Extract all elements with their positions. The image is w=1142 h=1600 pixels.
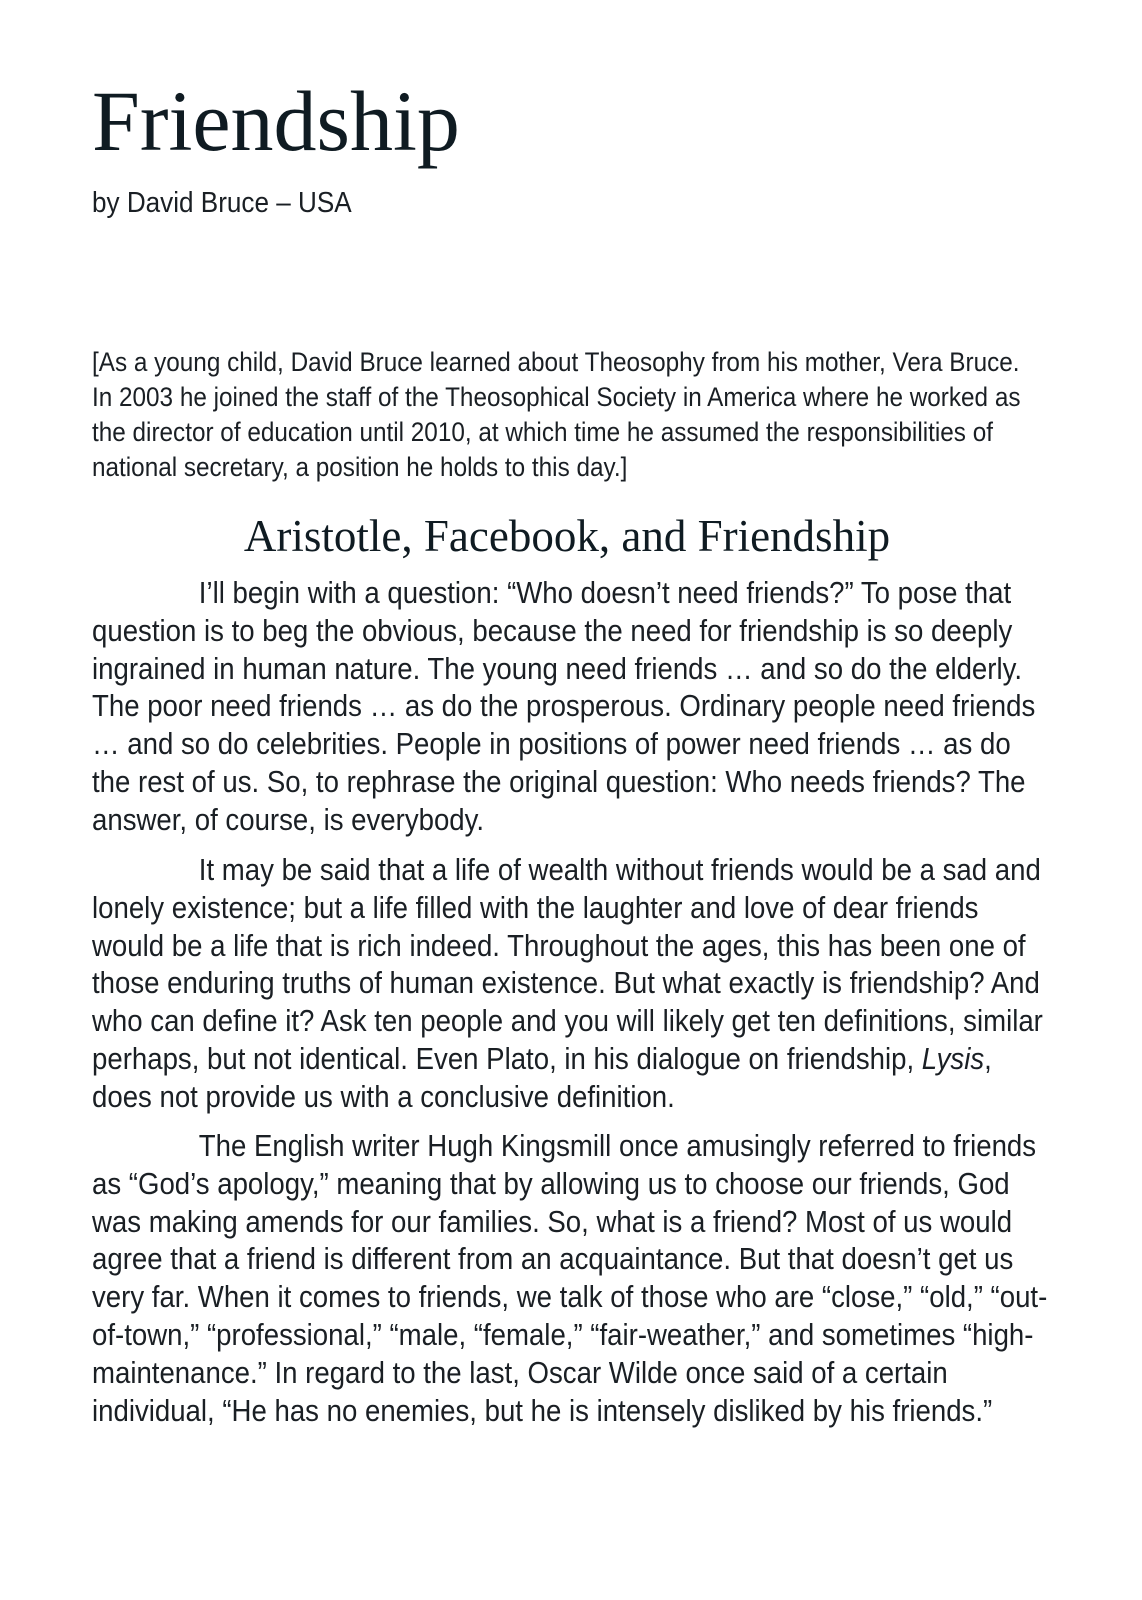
author-bio-line: national secretary, a position he holds to this day.]: [92, 452, 628, 482]
author-bio-line: [As a young child, David Bruce learned about Theosophy from his mother, Vera Bruce.: [92, 347, 1020, 377]
paragraph-line: was making amends for our families. So, what is a friend? Most of us would: [92, 1203, 1013, 1239]
paragraph-line: answer, of course, is everybody.: [92, 801, 485, 837]
paragraph-text: ,: [984, 1040, 992, 1076]
paragraph-1: [92, 574, 1051, 839]
paragraph-line: ingrained in human nature. The young need friends … and so do the elderly.: [92, 650, 1022, 686]
paragraph-line: the rest of us. So, to rephrase the original question: Who needs friends? The: [92, 763, 1026, 799]
paragraph-line: The poor need friends … as do the prosperous. Ordinary people need friends: [92, 688, 1036, 724]
paragraph-line: [92, 1040, 1051, 1078]
paragraph-line: as “God’s apology,” meaning that by allowing us to choose our friends, God: [92, 1165, 1010, 1201]
paragraph-line: individual, “He has no enemies, but he is intensely disliked by his friends.”: [92, 1392, 993, 1428]
paragraph-line: of-town,” “professional,” “male, “female,” “fair-weather,” and sometimes “high-: [92, 1316, 1034, 1352]
author-bio: [92, 345, 1062, 485]
paragraph-line: It may be said that a life of wealth without friends would be a sad and: [198, 852, 1041, 887]
author-bio-line: In 2003 he joined the staff of the Theosophical Society in America where he worked as: [92, 382, 1021, 412]
paragraph-text: perhaps, but not identical. Even Plato, in his dialogue on friendship,: [92, 1040, 922, 1076]
paragraph-line: maintenance.” In regard to the last, Oscar Wilde once said of a certain: [92, 1354, 948, 1390]
paragraph-line: question is to beg the obvious, because the need for friendship is so deeply: [92, 612, 1013, 648]
paragraph-line: who can define it? Ask ten people and you will likely get ten definitions, similar: [92, 1003, 1043, 1039]
paragraph-line: I’ll begin with a question: “Who doesn’t need friends?” To pose that: [198, 575, 1012, 610]
paragraph-line: agree that a friend is different from an acquaintance. But that doesn’t get us: [92, 1241, 1014, 1277]
paragraph-line: would be a life that is rich indeed. Throughout the ages, this has been one of: [92, 927, 1026, 963]
book-title-lysis: Lysis: [921, 1040, 985, 1076]
paragraph-line: … and so do celebrities. People in positions of power need friends … as do: [92, 726, 1011, 762]
paragraph-2: [92, 851, 1051, 1116]
article-title: Friendship: [92, 73, 460, 169]
paragraph-line: does not provide us with a conclusive definition.: [92, 1078, 675, 1114]
paragraph-3: [92, 1127, 1051, 1429]
paragraph-line: The English writer Hugh Kingsmill once amusingly referred to friends: [198, 1128, 1037, 1163]
article-byline: by David Bruce – USA: [92, 187, 352, 219]
paragraph-line: lonely existence; but a life filled with the laughter and love of dear friends: [92, 889, 979, 925]
author-bio-line: the director of education until 2010, at which time he assumed the responsibilities of: [92, 417, 993, 447]
paragraph-line: very far. When it comes to friends, we talk of those who are “close,” “old,” “out-: [92, 1279, 1048, 1315]
paragraph-line: those enduring truths of human existence. But what exactly is friendship? And: [92, 965, 1040, 1001]
section-heading: Aristotle, Facebook, and Friendship: [243, 511, 891, 561]
